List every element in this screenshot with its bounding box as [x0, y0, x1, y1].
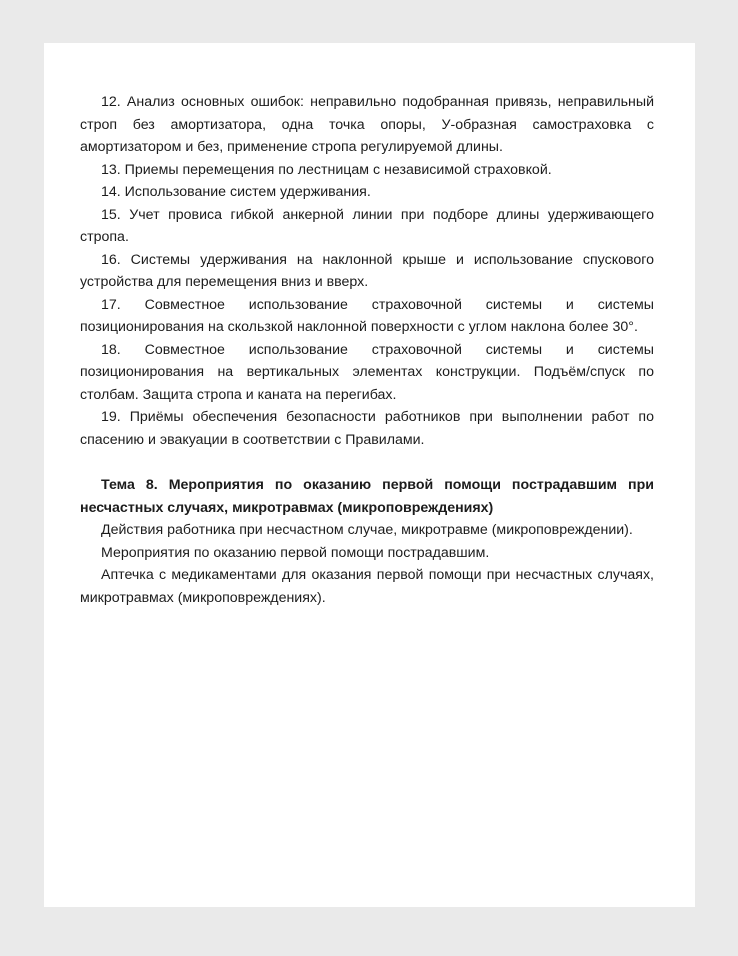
document-page [44, 43, 695, 907]
list-item-17: 17. Совместное использование страховочной системы и системы позиционирования на скользкой наклонной поверхности с углом наклона более 30°. [80, 296, 654, 335]
list-item-13: 13. Приемы перемещения по лестницам с независимой страховкой. [101, 161, 552, 178]
topic-8-heading: Тема 8. Мероприятия по оказанию первой помощи пострадавшим при несчастных случаях, микротравмах (микроповреждениях) [80, 477, 654, 516]
topic-8-line-1: Действия работника при несчастном случае, микротравме (микроповреждении). [101, 522, 633, 538]
topic-8-line-3: Аптечка с медикаментами для оказания первой помощи при несчастных случаях, микротравмах (микроповреждениях). [80, 567, 654, 606]
list-item-19: 19. Приёмы обеспечения безопасности работников при выполнении работ по спасению и эвакуации в соответствии с Правилами. [80, 409, 654, 448]
list-item-14: 14. Использование систем удерживания. [101, 184, 371, 200]
list-item-18: 18. Совместное использование страховочной системы и системы позиционирования на вертикальных элементах конструкции. Подъём/спуск по столбам. Защита стропа и каната на перегибах. [80, 341, 654, 403]
topic-8-line-2: Мероприятия по оказанию первой помощи пострадавшим. [101, 544, 490, 561]
list-item-12: 12. Анализ основных ошибок: неправильно подобранная привязь, неправильный строп без амортизатора, одна точка опоры, У-образная самостраховка с амортизатором и без, применение стропа регулируемой длины. [80, 94, 654, 155]
list-item-15: 15. Учет провиса гибкой анкерной линии при подборе длины удерживающего стропа. [80, 206, 654, 245]
page-content [80, 91, 654, 609]
list-item-16: 16. Системы удерживания на наклонной крыше и использование спускового устройства для перемещения вниз и вверх. [80, 251, 654, 290]
